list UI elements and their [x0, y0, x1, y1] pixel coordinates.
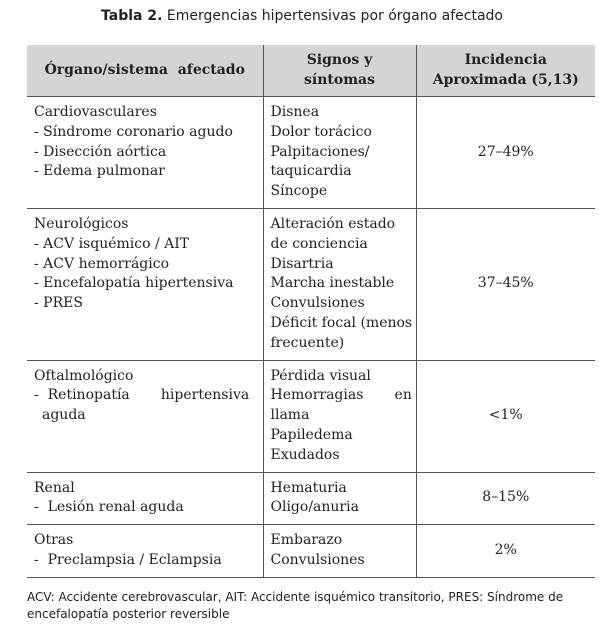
incidence-cell: 8–15%	[416, 472, 595, 525]
signs-cell	[263, 97, 416, 209]
condition-item: - ACV isquémico / AIT	[34, 235, 190, 252]
sign-item: Alteración estado	[270, 215, 396, 232]
signs-cell	[263, 472, 416, 525]
incidence-cell: 2%	[416, 525, 595, 578]
organ-cell	[27, 360, 263, 472]
sign-item: llama	[270, 407, 310, 424]
condition-item: - Lesión renal aguda	[34, 499, 184, 516]
organ-name: Renal	[34, 479, 75, 496]
sign-item: Dolor torácico	[270, 123, 372, 140]
organ-name: Otras	[34, 532, 74, 549]
incidence-cell: 27–49%	[416, 97, 595, 209]
organ-cell	[27, 525, 263, 578]
sign-item: Disartria	[270, 255, 334, 272]
sign-item: frecuente)	[270, 334, 345, 351]
sign-item: Palpitaciones/	[270, 143, 370, 160]
header-incidence: Incidencia Aproximada (5,13)	[416, 45, 595, 97]
sign-item: Disnea	[270, 104, 320, 120]
sign-item: Pérdida visual	[270, 367, 371, 384]
signs-cell	[263, 208, 416, 360]
organ-name: Neurológicos	[34, 215, 129, 232]
organ-cell	[27, 208, 263, 360]
condition-item: - Retinopatía hipertensiva	[34, 387, 250, 404]
header-organ: Órgano/sistema afectado	[27, 45, 263, 97]
signs-cell	[263, 360, 416, 472]
organ-cell	[27, 97, 263, 209]
caption-title: Emergencias hipertensivas por órgano afectado	[166, 8, 503, 24]
table-row-other	[27, 525, 595, 578]
sign-item: Hematuria	[270, 479, 347, 496]
condition-item: - Edema pulmonar	[34, 163, 165, 180]
condition-item: - Disección aórtica	[34, 143, 167, 160]
table-row-cardiovascular	[27, 97, 595, 209]
sign-item: Convulsiones	[270, 295, 365, 312]
organ-cell	[27, 472, 263, 525]
organ-name: Cardiovasculares	[34, 104, 157, 120]
caption-label: Tabla 2.	[101, 8, 163, 24]
sign-item: Déficit focal (menos	[270, 314, 413, 331]
condition-item-continued: aguda	[42, 407, 86, 424]
sign-item: Oligo/anuria	[270, 499, 359, 516]
signs-cell	[263, 525, 416, 578]
incidence-cell: 37–45%	[416, 208, 595, 360]
organ-name: Oftalmológico	[34, 367, 134, 384]
table-caption	[0, 8, 604, 24]
sign-item: taquicardia	[270, 163, 352, 180]
table-footnote: ACV: Accidente cerebrovascular, AIT: Accidente isquémico transitorio, PRES: Síndrome de encefalopatía posterior reversible	[27, 590, 564, 621]
table-row-neurological	[27, 208, 595, 360]
sign-item: Hemorragias en	[270, 387, 412, 404]
table-row-renal	[27, 472, 595, 525]
table-row-ophthalmologic	[27, 360, 595, 472]
incidence-cell: <1%	[416, 360, 595, 472]
sign-item: Papiledema	[270, 426, 353, 443]
condition-item: - Preclampsia / Eclampsia	[34, 551, 222, 568]
condition-item: - Encefalopatía hipertensiva	[34, 275, 234, 292]
sign-item: Exudados	[270, 446, 340, 463]
emergencies-table	[27, 45, 595, 578]
table-header-row	[27, 45, 595, 97]
sign-item: de conciencia	[270, 235, 368, 252]
sign-item: Embarazo	[270, 532, 343, 549]
condition-item: - ACV hemorrágico	[34, 255, 170, 272]
sign-item: Síncope	[270, 183, 328, 200]
condition-item: - PRES	[34, 295, 83, 312]
sign-item: Marcha inestable	[270, 275, 395, 292]
condition-item: - Síndrome coronario agudo	[34, 123, 233, 140]
header-signs: Signos y síntomas	[263, 45, 416, 97]
sign-item: Convulsiones	[270, 551, 365, 568]
